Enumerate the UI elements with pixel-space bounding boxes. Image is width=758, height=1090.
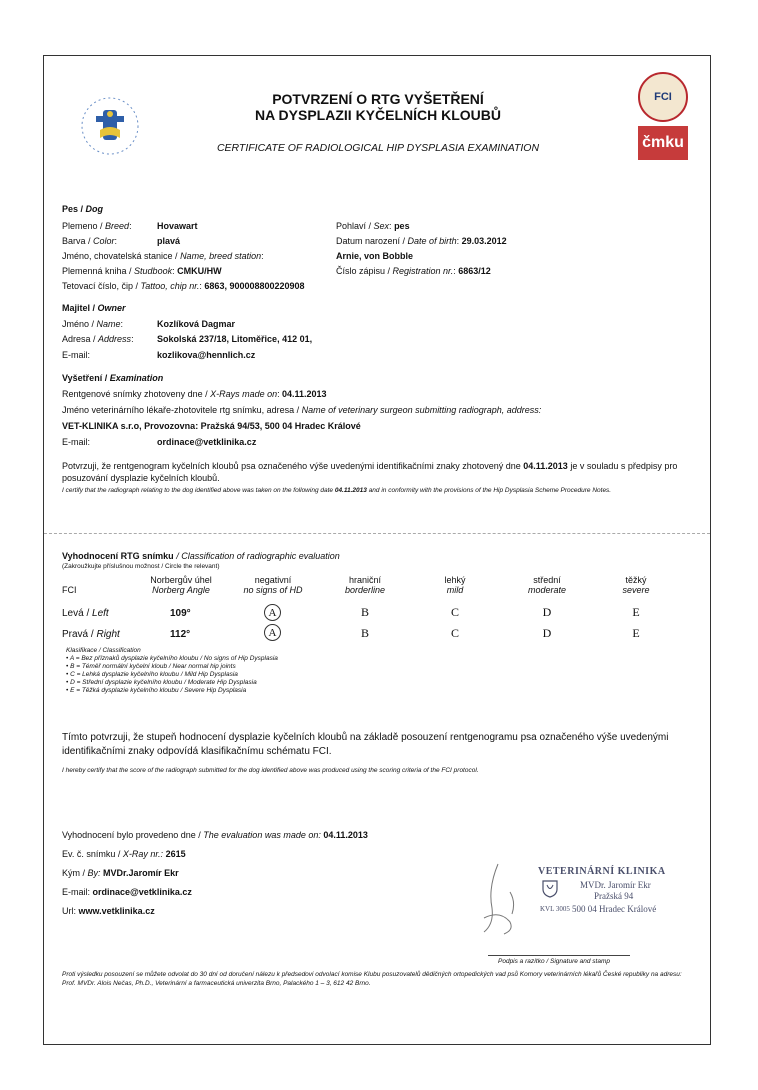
name-value: Arnie, von Bobble [336,251,414,261]
classification-b: • B = Téměř normální kyčelní kloub / Near normal hip joints [66,663,236,670]
xray-made-label: Rentgenové snímky zhotoveny dne / X-Rays made on: [62,389,280,399]
url-row: Url: www.vetklinika.cz [62,906,155,916]
owner-address-value: Sokolská 237/18, Litoměřice, 412 01, [157,334,313,344]
signature-icon [470,858,530,938]
fci-label: FCI [62,585,77,595]
circle-note: (Zakroužkujte příslušnou možnost / Circle the relevant) [62,563,220,570]
stamp-kvl: KVL 3005 [540,905,570,913]
row-right-label: Pravá / Right [62,629,120,640]
stamp-line3: 500 04 Hradec Králové [572,904,657,914]
footer-email-row: E-mail: ordinace@vetklinika.cz [62,887,192,897]
row-right-grade-c: C [450,626,459,640]
owner-address-label: Adresa / Address: [62,334,134,344]
row-left-grade-d: D [542,605,552,619]
col-header-severe: těžký severe [622,575,650,595]
appeal-note: Proti výsledku posouzení se můžete odvolat do 30 dní od doručení nálezu k předsedovi odvolací komise Klubu posuzovatelů dědičných ortopedických vad psů Komory veterinárních lékařů České republiky na adresu: Prof. MVDr. Alois Nečas, Ph.D., Veterinární a farmaceutická univerzita Brno, Palackého 1 – 3, 612 42 Brno. [62,971,682,987]
stamp-title: VETERINÁRNÍ KLINIKA [538,866,666,877]
classification-title: Klasifikace / Classification [66,647,141,654]
col-header-negative: negativní no signs of HD [243,575,303,595]
xray-nr-row: Ev. č. snímku / X-Ray nr.: 2615 [62,849,186,859]
row-left-angle: 109° [170,608,191,619]
dob-row: Datum narození / Date of birth: 29.03.2012 [336,236,507,246]
row-right-grade-d: D [542,626,552,640]
registration-row: Číslo zápisu / Registration nr.: 6863/12 [336,266,491,276]
classification-e: • E = Těžká dysplazie kyčelního kloubu / Severe Hip Dysplasia [66,687,247,694]
stamp-line1: MVDr. Jaromír Ekr [580,880,651,890]
classification-c: • C = Lehká dysplazie kyčelního kloubu / Mild Hip Dysplasia [66,671,238,678]
row-right-grade-selected: A [264,624,281,641]
fci-logo-icon: FCI [638,72,688,122]
row-left-grade-selected: A [264,604,281,621]
xray-made-date: 04.11.2013 [282,389,327,399]
statement-en: I hereby certify that the score of the radiograph submitted for the dog identified above was produced using the scoring criteria of the FCI protocol. [62,767,479,774]
sex-row: Pohlaví / Sex: pes [336,221,410,231]
col-header-borderline: hraniční borderline [344,575,386,595]
title-cz-line2: NA DYSPLAZII KYČELNÍCH KLOUBŮ [254,107,502,123]
title-cz-line1: POTVRZENÍ O RTG VYŠETŘENÍ [272,91,484,107]
row-left-grade-e: E [632,605,640,619]
color-label: Barva / Color: [62,236,118,246]
signature-label: Podpis a razítko / Signature and stamp [498,958,611,965]
owner-name-value: Kozlíková Dagmar [157,319,236,329]
signature-line [488,955,630,956]
title-en: CERTIFICATE OF RADIOLOGICAL HIP DYSPLASIA EXAMINATION [216,142,540,154]
divider [44,533,710,534]
stamp-emblem-icon [542,880,558,898]
evaluation-section-title: Vyhodnocení RTG snímku / Classification of radiographic evaluation [62,551,340,561]
cmku-logo-icon: čmku [638,126,688,160]
studbook-row: Plemenná kniha / Studbook: CMKU/HW [62,266,222,276]
vet-label: Jméno veterinárního lékaře-zhotovitele rtg snímku, adresa / Name of veterinary surgeon submitting radiograph, address: [62,405,542,415]
exam-section-title: Vyšetření / Examination [62,373,164,383]
by-row: Kým / By: MVDr.Jaromír Ekr [62,868,179,878]
row-right-grade-b: B [360,626,369,640]
owner-email-label: E-mail: [62,350,91,360]
vet-value: VET-KLINIKA s.r.o, Provozovna: Pražská 94/53, 500 04 Hradec Králové [62,421,361,431]
name-label: Jméno, chovatelská stanice / Name, breed station: [62,251,264,261]
exam-email-label: E-mail: [62,437,91,447]
owner-name-label: Jméno / Name: [62,319,124,329]
classification-a: • A = Bez příznaků dysplazie kyčelního kloubu / No signs of Hip Dysplasia [66,655,278,662]
stamp-line2: Pražská 94 [594,891,634,901]
col-header-mild: lehký mild [444,575,466,595]
breed-label: Plemeno / Breed: [62,221,132,231]
classification-d: • D = Střední dysplazie kyčelního kloubu / Moderate Hip Dysplasia [66,679,257,686]
club-logo-icon [78,92,142,160]
row-right-angle: 112° [170,629,191,640]
owner-email-value: kozlikova@hennlich.cz [157,350,256,360]
color-value: plavá [157,236,181,246]
confirm-cz: Potvrzuji, že rentgenogram kyčelních kloubů psa označeného výše uvedenými identifikačními znaky zhotovený dne 04.11.2013 je v souladu s předpisy pro posuzování dysplazie kyčelních kloubů. [62,461,678,483]
owner-section-title: Majitel / Owner [62,303,126,313]
row-left-grade-b: B [360,605,369,619]
row-left-grade-c: C [450,605,459,619]
confirm-en: I certify that the radiograph relating to the dog identified above was taken on the following date 04.11.2013 and in conformity with the provisions of the Hip Dysplasia Scheme Procedure Notes. [62,487,612,494]
exam-email-value: ordinace@vetklinika.cz [157,437,257,447]
col-header-moderate: střední moderate [527,575,567,595]
fci-cmku-logo [638,72,690,164]
tattoo-row: Tetovací číslo, čip / Tattoo, chip nr.: 6863, 900008800220908 [62,281,305,291]
row-right-grade-e: E [632,626,640,640]
evaluation-date-row: Vyhodnocení bylo provedeno dne / The evaluation was made on: 04.11.2013 [62,830,368,840]
row-left-label: Levá / Left [62,608,109,619]
breed-value: Hovawart [157,221,198,231]
col-header-norberg: Norbergův úhel Norberg Angle [150,575,212,595]
statement-cz: Tímto potvrzuji, že stupeň hodnocení dysplazie kyčelních kloubů na základě posouzení rentgenogramu psa označeného výše uvedenými identifikačními znaky odpovídá klasifikačnímu schématu FCI. [62,732,669,757]
dog-section-title: Pes / Dog [62,204,104,214]
